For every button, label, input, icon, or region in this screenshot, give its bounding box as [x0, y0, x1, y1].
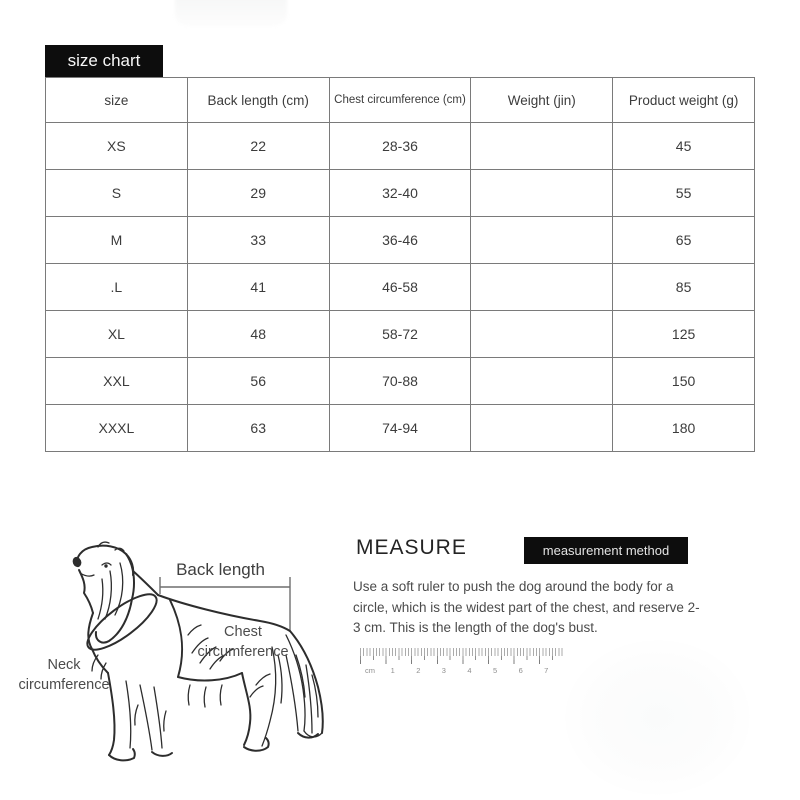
table-row — [46, 358, 755, 405]
table-cell: XXXL — [46, 405, 188, 452]
photo-edge-artifact-bottom — [565, 640, 750, 795]
ruler-ticks — [360, 648, 565, 664]
ruler-label: 5 — [492, 666, 498, 675]
table-cell: 36-46 — [329, 217, 471, 264]
size-table — [45, 77, 755, 452]
table-cell: 56 — [187, 358, 329, 405]
table-cell: 70-88 — [329, 358, 471, 405]
table-row — [46, 264, 755, 311]
chest-label-line2: circumference — [197, 644, 289, 660]
header-back-length: Back length (cm) — [187, 78, 329, 123]
table-cell: 22 — [187, 123, 329, 170]
table-cell: 48 — [187, 311, 329, 358]
header-product-weight: Product weight (g) — [613, 78, 755, 123]
table-cell — [471, 405, 613, 452]
table-cell — [471, 264, 613, 311]
table-cell: 74-94 — [329, 405, 471, 452]
table-cell: 29 — [187, 170, 329, 217]
table-cell — [471, 358, 613, 405]
table-cell: 28-36 — [329, 123, 471, 170]
table-header-row — [46, 78, 755, 123]
table-cell: 125 — [613, 311, 755, 358]
table-cell: XXL — [46, 358, 188, 405]
neck-label-line2: circumference — [18, 677, 110, 693]
back-length-label: Back length — [176, 560, 265, 579]
ruler-label: 7 — [544, 666, 549, 675]
table-row — [46, 405, 755, 452]
measurement-method-badge — [524, 537, 688, 564]
table-row — [46, 170, 755, 217]
measure-title: MEASURE — [356, 536, 467, 559]
table-cell: 180 — [613, 405, 755, 452]
chest-circumference-label — [182, 622, 304, 662]
table-cell — [471, 217, 613, 264]
size-chart-badge — [45, 45, 163, 77]
table-cell: 46-58 — [329, 264, 471, 311]
table-cell: 85 — [613, 264, 755, 311]
ruler-label: 3 — [441, 666, 446, 675]
table-cell: 45 — [613, 123, 755, 170]
header-chest-circumference: Chest circumference (cm) — [329, 78, 471, 123]
table-cell: 33 — [187, 217, 329, 264]
ruler-label: 1 — [390, 666, 395, 675]
ruler-label: cm — [365, 666, 375, 675]
table-cell: 32-40 — [329, 170, 471, 217]
photo-edge-artifact-top — [175, 0, 287, 26]
table-cell: 58-72 — [329, 311, 471, 358]
ruler-label: 2 — [416, 666, 421, 675]
neck-label-line1: Neck — [47, 657, 81, 673]
table-cell: 41 — [187, 264, 329, 311]
header-weight: Weight (jin) — [471, 78, 613, 123]
table-cell: 150 — [613, 358, 755, 405]
table-cell — [471, 311, 613, 358]
ruler-label: 6 — [518, 666, 523, 675]
header-size: size — [46, 78, 188, 123]
table-cell: XL — [46, 311, 188, 358]
table-row — [46, 311, 755, 358]
chest-label-line1: Chest — [224, 624, 262, 640]
table-row — [46, 217, 755, 264]
table-cell: XS — [46, 123, 188, 170]
table-cell: 55 — [613, 170, 755, 217]
measure-instructions: Use a soft ruler to push the dog around the body for a circle, which is the widest part of the chest, and reserve 2-3 cm. This is the length of the dog's bust. — [353, 579, 700, 635]
table-row — [46, 123, 755, 170]
ruler-label: 4 — [467, 666, 472, 675]
measurement-method-badge-label: measurement method — [542, 543, 670, 558]
soft-ruler-illustration — [360, 648, 570, 675]
table-cell: M — [46, 217, 188, 264]
table-cell: 65 — [613, 217, 755, 264]
ruler-labels — [360, 666, 570, 675]
table-cell — [471, 123, 613, 170]
table-cell: S — [46, 170, 188, 217]
table-cell: 63 — [187, 405, 329, 452]
size-chart-badge-label: size chart — [67, 51, 141, 70]
table-cell: .L — [46, 264, 188, 311]
table-cell — [471, 170, 613, 217]
neck-circumference-label — [10, 655, 118, 695]
